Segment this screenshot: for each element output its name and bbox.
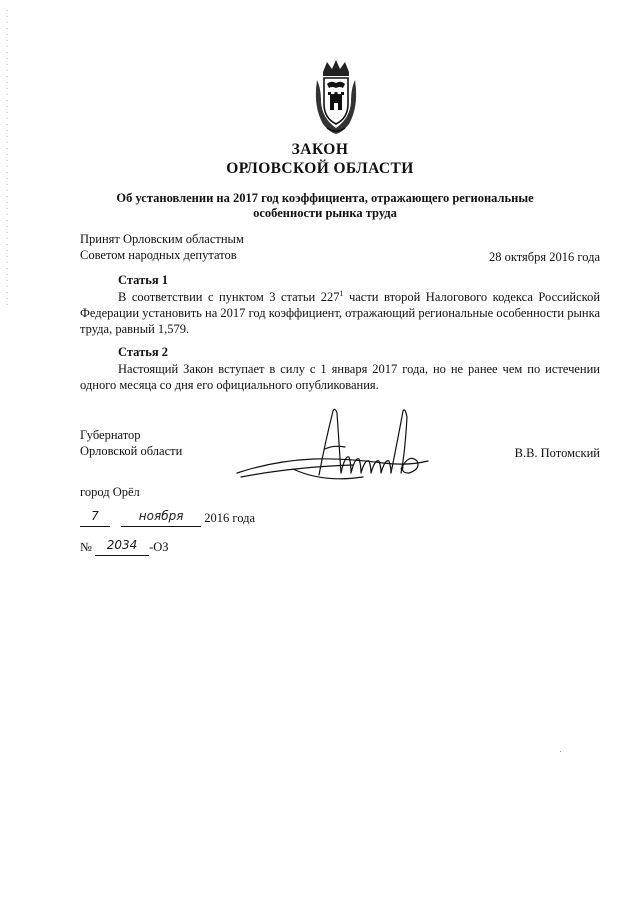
coat-of-arms-icon	[313, 58, 359, 136]
subtitle-line: особенности рынка труда	[253, 206, 397, 220]
article-2-text-part: Настоящий Закон вступает в силу с 1 января 2017 года, но не ранее чем по истечении одного месяца со дня его официального опубликования.	[80, 362, 600, 392]
article-2-heading: Статья 2	[118, 345, 168, 359]
handwritten-signature-icon	[233, 403, 433, 488]
article-superscript: 1	[339, 289, 344, 298]
day-blank	[80, 511, 110, 527]
article-2-text	[80, 361, 600, 393]
signatory-name: В.В. Потомский	[514, 446, 600, 460]
month-blank	[121, 511, 201, 527]
signing-day: 7	[91, 509, 99, 523]
number-blank	[95, 540, 149, 556]
article-1-text-part: части второй Налогового кодекса Российской Федерации установить на 2017 год коэффициент, отражающий региональные особенности рынка труда, равный 1,579.	[80, 290, 601, 336]
number-sign: №	[80, 540, 92, 554]
law-subtitle	[80, 191, 570, 221]
law-number-value: 2034	[106, 538, 138, 552]
signatory-title	[80, 427, 182, 459]
number-suffix: -ОЗ	[149, 540, 169, 554]
subtitle-line: Об установлении на 2017 год коэффициента, отражающего региональные	[116, 191, 534, 205]
adoption-line: Принят Орловским областным	[80, 232, 244, 246]
article-1-text	[80, 289, 600, 337]
region-title: ОРЛОВСКОЙ ОБЛАСТИ	[226, 160, 414, 177]
article-1-text-part: В соответствии с пунктом 3 статьи 227	[118, 290, 340, 304]
signatory-title-line: Орловской области	[80, 444, 183, 458]
signatory-title-line: Губернатор	[80, 428, 141, 442]
law-title: ЗАКОН	[291, 141, 349, 158]
adoption-line: Советом народных депутатов	[80, 248, 237, 262]
signing-city: город Орёл	[80, 485, 140, 499]
scan-speck	[560, 751, 561, 752]
signing-year: 2016 года	[204, 511, 255, 525]
signing-month: ноября	[138, 509, 184, 523]
adoption-date: 28 октября 2016 года	[488, 250, 600, 264]
adoption-info	[80, 231, 244, 263]
law-number	[80, 540, 169, 556]
article-1-heading: Статья 1	[118, 273, 168, 287]
signing-date	[80, 511, 255, 527]
